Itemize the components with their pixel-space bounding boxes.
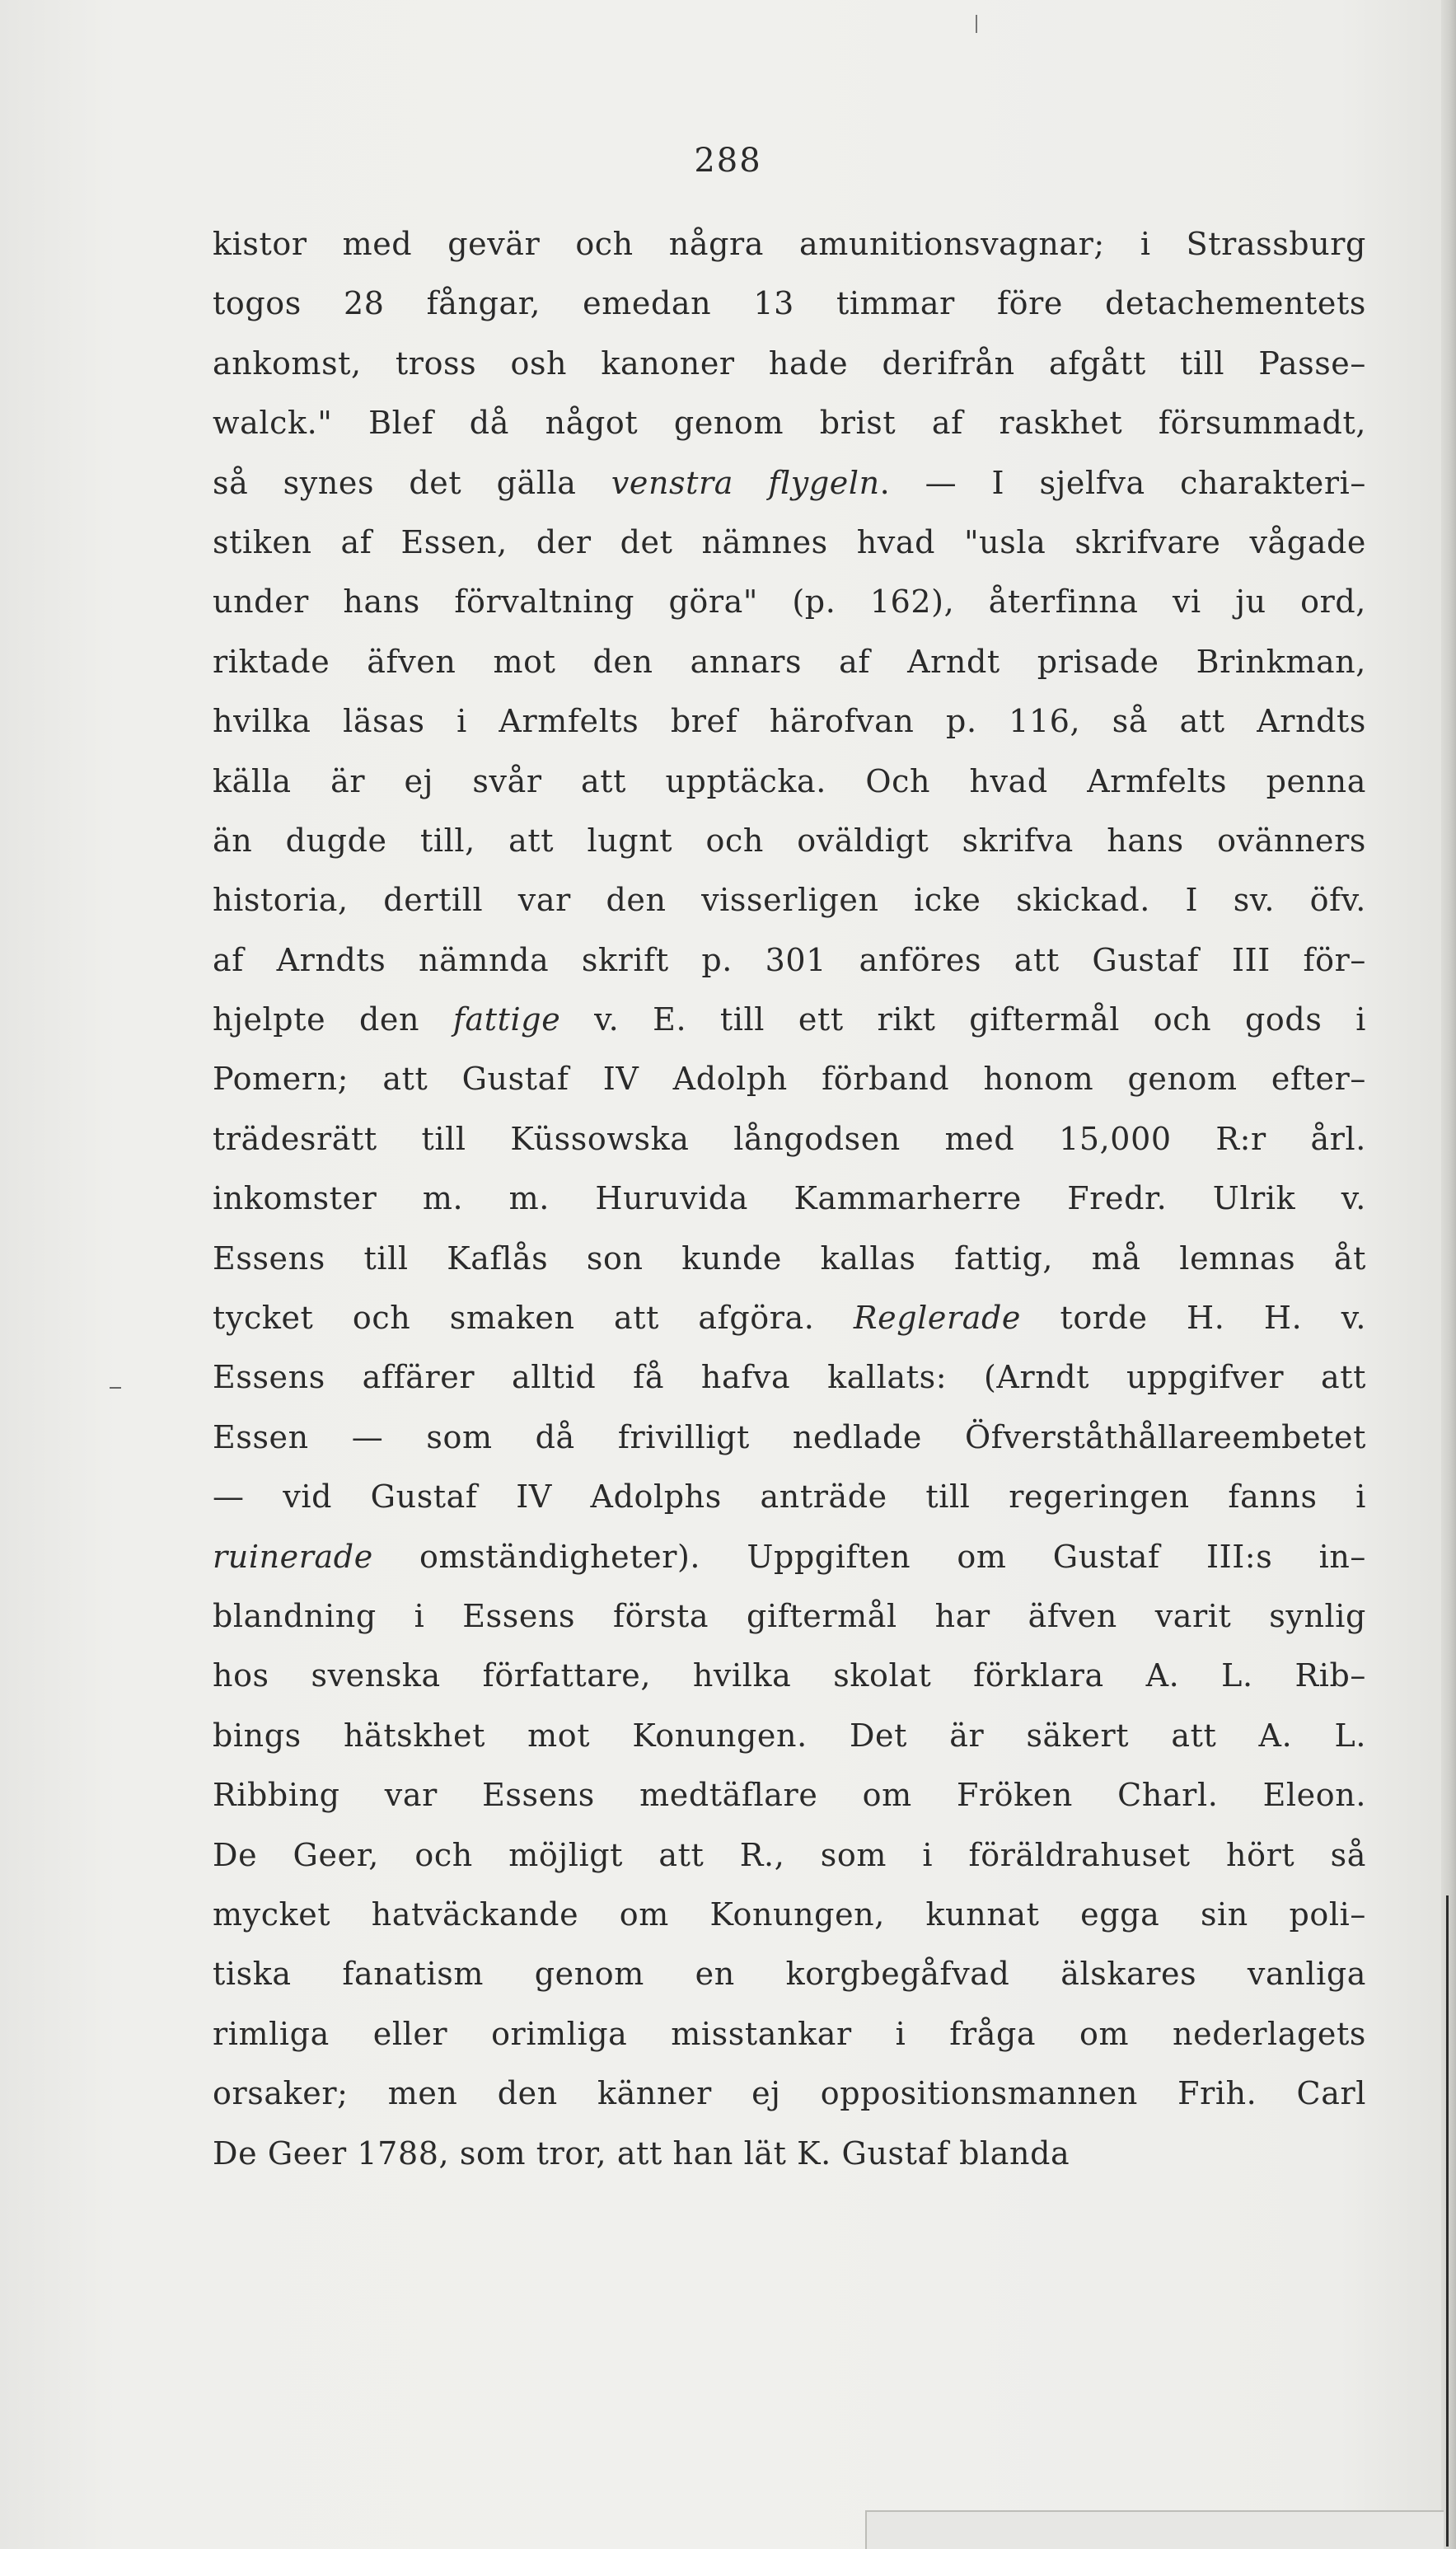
text-line: tycket och smaken att afgöra. Reglerade torde H. H. v.	[213, 1300, 1367, 1337]
text-line: kistor med gevär och några amunitionsvagnar; i Strassburg	[213, 226, 1366, 262]
text-line: under hans förvaltning göra" (p. 162), återfinna vi ju ord,	[213, 583, 1366, 621]
body-text	[213, 214, 1366, 2183]
text-line: källa är ej svår att upptäcka. Och hvad Armfelts penna	[213, 762, 1366, 799]
emphasized-text: venstra flygeln	[611, 464, 880, 501]
text-line: Ribbing var Essens medtäflare om Fröken Charl. Eleon.	[213, 1777, 1366, 1814]
text-line: än dugde till, att lugnt och oväldigt skrifva hans ovänners	[213, 822, 1366, 859]
text-line: De Geer, och möjligt att R., som i föräldrahuset hört så	[213, 1836, 1366, 1873]
text-line: historia, dertill var den visserligen icke skickad. I sv. öfv.	[213, 882, 1366, 919]
page-edge	[1441, 0, 1456, 2549]
text-line: tiska fanatism genom en korgbegåfvad älskares vanliga	[213, 1956, 1366, 1993]
text-line: orsaker; men den känner ej oppositionsmannen Frih. Carl	[213, 2075, 1366, 2112]
text-line: riktade äfven mot den annars af Arndt prisade Brinkman,	[213, 643, 1366, 680]
page-number: 288	[694, 142, 762, 180]
text-line: hvilka läsas i Armfelts bref härofvan p. 116, så att Arndts	[213, 703, 1366, 740]
underlying-page-edge	[865, 2510, 1444, 2549]
emphasized-text: Reglerade	[853, 1300, 1021, 1337]
text-line: bings hätskhet mot Konungen. Det är säkert att A. L.	[213, 1717, 1366, 1754]
text-line: Pomern; att Gustaf IV Adolph förband honom genom efter–	[213, 1061, 1366, 1098]
text-line: — vid Gustaf IV Adolphs anträde till regeringen fanns i	[213, 1478, 1366, 1516]
text-line: Essens affärer alltid få hafva kallats: (Arndt uppgifver att	[213, 1359, 1366, 1396]
text-line: ruinerade omständigheter). Uppgiften om Gustaf III:s in–	[213, 1538, 1366, 1575]
printer-mark	[976, 15, 977, 33]
text-line: De Geer 1788, som tror, att han lät K. Gustaf blanda	[213, 2134, 1070, 2172]
text-line: togos 28 fångar, emedan 13 timmar före detachementets	[213, 285, 1366, 322]
text-line: inkomster m. m. Huruvida Kammarherre Fredr. Ulrik v.	[213, 1180, 1366, 1217]
text-line: rimliga eller orimliga misstankar i fråga om nederlagets	[213, 2015, 1366, 2052]
emphasized-text: ruinerade	[213, 1538, 373, 1575]
text-line: Essen — som då frivilligt nedlade Öfverståthållareembetet	[213, 1418, 1366, 1455]
text-line: blandning i Essens första giftermål har äfven varit synlig	[213, 1597, 1366, 1634]
text-line: ankomst, tross osh kanoner hade derifrån afgått till Passe–	[213, 344, 1366, 382]
text-line: af Arndts nämnda skrift p. 301 anföres att Gustaf III för–	[213, 941, 1366, 978]
text-line: Essens till Kaflås son kunde kallas fattig, må lemnas åt	[213, 1239, 1366, 1277]
text-line: walck." Blef då något genom brist af raskhet försummadt,	[213, 405, 1366, 442]
text-line: hos svenska författare, hvilka skolat förklara A. L. Rib–	[213, 1657, 1366, 1694]
text-line: så synes det gälla venstra flygeln. — I sjelfva charakteri–	[213, 464, 1366, 501]
emphasized-text: fattige	[452, 1001, 561, 1038]
margin-mark	[110, 1387, 121, 1389]
text-line: hjelpte den fattige v. E. till ett rikt giftermål och gods i	[213, 1001, 1366, 1038]
text-line: mycket hatväckande om Konungen, kunnat egga sin poli–	[213, 1895, 1366, 1933]
text-line: stiken af Essen, der det nämnes hvad "usla skrifvare vågade	[213, 523, 1366, 560]
text-line: trädesrätt till Küssowska långodsen med 15,000 R:r årl.	[213, 1120, 1366, 1157]
